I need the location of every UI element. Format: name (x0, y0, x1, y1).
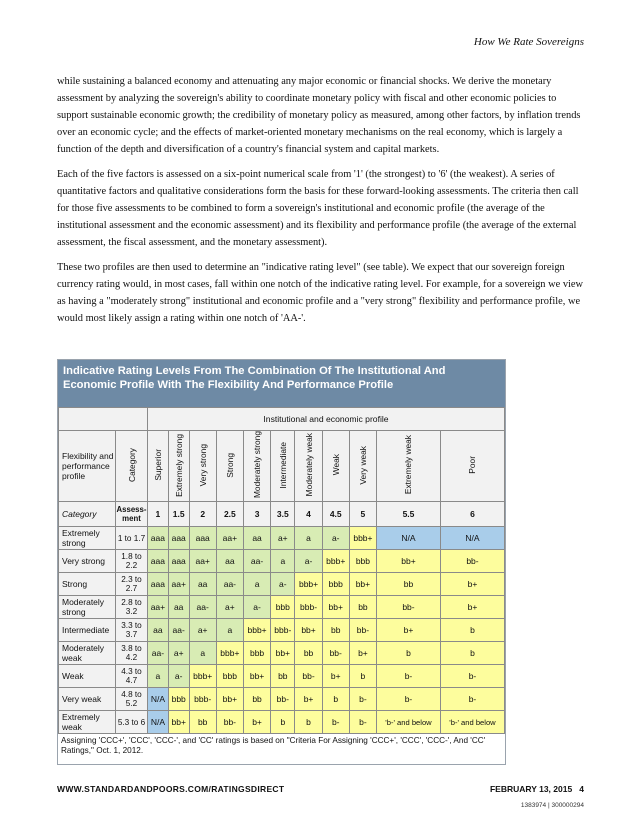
rating-cell: a+ (271, 527, 295, 550)
rating-cell: b+ (322, 665, 349, 688)
rating-cell: a- (243, 596, 270, 619)
category-cell: Category (59, 502, 116, 527)
rating-cell: aaa (189, 527, 216, 550)
column-header-label: Extremely weak (403, 435, 414, 495)
rating-table (57, 359, 506, 765)
rating-cell: bb (377, 573, 441, 596)
rating-cell: b+ (349, 642, 376, 665)
rating-cell: bb (322, 619, 349, 642)
column-header (168, 431, 189, 502)
rating-cell: aaa (148, 527, 169, 550)
table-title: Indicative Rating Levels From The Combination Of The Institutional And Economic Profile With The Flexibility And Performance Profile (58, 360, 505, 407)
table-row (59, 688, 505, 711)
rating-cell: b- (440, 688, 504, 711)
column-header-label: Weak (330, 454, 341, 476)
rating-cell: bbb (322, 573, 349, 596)
rating-cell: bb- (271, 688, 295, 711)
rating-cell: a (148, 665, 169, 688)
rating-cell: bb- (440, 550, 504, 573)
category-cell: 4.5 (322, 502, 349, 527)
rating-cell: a- (271, 573, 295, 596)
column-header (295, 431, 322, 502)
rating-cell: aa+ (148, 596, 169, 619)
paragraph: Each of the five factors is assessed on a six-point numerical scale from '1' (the strongest) to '6' (the weakest). A series of quantitative factors and qualitative considerations form the basis for these forward-looking assessments. The criteria then call for those five assessments to be combined to form a sovereign's institutional and economic profile (the average of the institutional assessment and the economic assessment) and its flexibility and performance profile (the average of the external assessment, the fiscal assessment, and the monetary assessment). (57, 169, 579, 248)
rating-cell: bb (295, 642, 322, 665)
row-label: Moderately strong (59, 596, 116, 619)
footer-url: WWW.STANDARDANDPOORS.COM/RATINGSDIRECT (57, 784, 285, 794)
category-cell: 2.5 (216, 502, 243, 527)
column-header-label: Strong (224, 452, 235, 478)
rating-cell: b- (440, 665, 504, 688)
category-cell: 5.5 (377, 502, 441, 527)
category-cell: Assess-ment (116, 502, 148, 527)
rating-cell: bbb+ (243, 619, 270, 642)
rating-cell: aa (216, 550, 243, 573)
rating-cell: bb+ (295, 619, 322, 642)
rating-cell: bbb+ (216, 642, 243, 665)
rating-cell: bb (349, 596, 376, 619)
rating-cell: bb- (295, 665, 322, 688)
column-header (377, 431, 441, 502)
rating-cell: b- (377, 688, 441, 711)
rating-cell: b+ (440, 573, 504, 596)
rating-cell: b- (322, 711, 349, 734)
rating-cell: a+ (189, 619, 216, 642)
rating-cell: bb- (377, 596, 441, 619)
rating-cell: a (271, 550, 295, 573)
rating-cell: N/A (148, 711, 169, 734)
rating-cell: b (377, 642, 441, 665)
rating-cell: a- (295, 550, 322, 573)
column-header-label: Poor (467, 456, 478, 474)
rating-cell: aa+ (216, 527, 243, 550)
rating-cell: aaa (148, 573, 169, 596)
rating-cell: b (440, 619, 504, 642)
rating-cell: aa- (216, 573, 243, 596)
row-label: Very strong (59, 550, 116, 573)
rating-cell: bb+ (349, 573, 376, 596)
row-range: 3.3 to 3.7 (116, 619, 148, 642)
rating-cell: bbb- (295, 596, 322, 619)
rating-cell: aa- (243, 550, 270, 573)
rating-cell: bb+ (271, 642, 295, 665)
rating-cell: a+ (168, 642, 189, 665)
rating-cell: b (322, 688, 349, 711)
rating-cell: bbb- (271, 619, 295, 642)
row-label: Extremely weak (59, 711, 116, 734)
row-range: 2.8 to 3.2 (116, 596, 148, 619)
column-header (349, 431, 376, 502)
rating-cell: aaa (168, 550, 189, 573)
rating-cell: aaa (148, 550, 169, 573)
rating-cell: 'b-' and below (377, 711, 441, 734)
rating-cell: aa (148, 619, 169, 642)
category-row (59, 502, 505, 527)
table-row (59, 596, 505, 619)
rating-cell: aa (189, 573, 216, 596)
column-header (440, 431, 504, 502)
row-range: 1 to 1.7 (116, 527, 148, 550)
rating-cell: bbb (349, 550, 376, 573)
row-label: Intermediate (59, 619, 116, 642)
rating-cell: a (189, 642, 216, 665)
rating-cell: a+ (216, 596, 243, 619)
category-cell: 3 (243, 502, 270, 527)
row-range: 3.8 to 4.2 (116, 642, 148, 665)
rating-cell: bbb- (189, 688, 216, 711)
rating-cell: bbb (243, 642, 270, 665)
category-cell: 1.5 (168, 502, 189, 527)
table-row (59, 642, 505, 665)
rating-cell: N/A (440, 527, 504, 550)
rating-cell: bbb+ (349, 527, 376, 550)
rating-cell: bbb (168, 688, 189, 711)
rating-cell: a- (168, 665, 189, 688)
rating-cell: aa- (189, 596, 216, 619)
rating-cell: b+ (440, 596, 504, 619)
column-header (148, 431, 169, 502)
category-cell: 4 (295, 502, 322, 527)
rating-cell: a (295, 527, 322, 550)
row-label: Strong (59, 573, 116, 596)
table-body (59, 527, 505, 734)
row-range: 1.8 to 2.2 (116, 550, 148, 573)
rating-cell: bb+ (243, 665, 270, 688)
rating-cell: bb+ (377, 550, 441, 573)
column-header-label: Intermediate (277, 441, 288, 489)
row-label: Very weak (59, 688, 116, 711)
rating-cell: b- (349, 711, 376, 734)
rating-cell: N/A (377, 527, 441, 550)
rating-cell: aa- (148, 642, 169, 665)
rating-cell: b+ (243, 711, 270, 734)
table-row (59, 619, 505, 642)
table-row (59, 573, 505, 596)
column-header-label: Moderately weak (303, 433, 314, 497)
row-range: 5.3 to 6 (116, 711, 148, 734)
row-label: Weak (59, 665, 116, 688)
column-header-label: Category (126, 448, 137, 482)
table-row (59, 665, 505, 688)
category-cell: 5 (349, 502, 376, 527)
rating-cell: a (243, 573, 270, 596)
column-header (216, 431, 243, 502)
category-cell: 2 (189, 502, 216, 527)
rating-cell: bbb (216, 665, 243, 688)
rating-cell: N/A (148, 688, 169, 711)
rating-cell: a (216, 619, 243, 642)
rating-cell: a- (322, 527, 349, 550)
column-header-row (59, 431, 505, 502)
table-row (59, 527, 505, 550)
table-row (59, 711, 505, 734)
rating-cell: b+ (295, 688, 322, 711)
rating-cell: aa+ (168, 573, 189, 596)
running-head-title: How We Rate Sovereigns (473, 36, 584, 48)
row-range: 4.3 to 4.7 (116, 665, 148, 688)
column-header (322, 431, 349, 502)
rating-cell: aa- (168, 619, 189, 642)
blank-header-cell (59, 408, 148, 431)
rating-cell: bb (189, 711, 216, 734)
rating-cell: aa (243, 527, 270, 550)
column-header-label: Superior (152, 449, 163, 481)
rating-cell: bbb (271, 596, 295, 619)
column-header-label: Very weak (357, 445, 368, 485)
footer-doc-id: 1383974 | 300000294 (520, 802, 584, 809)
category-cell: 6 (440, 502, 504, 527)
rating-cell: 'b-' and below (440, 711, 504, 734)
rating-cell: bb+ (168, 711, 189, 734)
rating-cell: bb+ (322, 596, 349, 619)
rating-grid (58, 407, 505, 734)
row-range: 4.8 to 5.2 (116, 688, 148, 711)
rating-cell: b (295, 711, 322, 734)
column-header (271, 431, 295, 502)
rating-cell: b (271, 711, 295, 734)
row-label: Extremely strong (59, 527, 116, 550)
rating-cell: bb- (216, 711, 243, 734)
rating-cell: aaa (168, 527, 189, 550)
category-cell: 3.5 (271, 502, 295, 527)
table-footnote: Assigning 'CCC+', 'CCC', 'CCC-', and 'CC' ratings is based on "Criteria For Assigning 'CCC+', 'CCC', 'CCC-', And 'CC' Ratings," Oct. 1, 2012. (61, 736, 486, 755)
rating-cell: b+ (377, 619, 441, 642)
paragraph: These two profiles are then used to determine an "indicative rating level" (see table). We expect that our sovereign foreign currency rating would, in most cases, fall within one notch of the indicative rating level. For example, for a sovereign we view as having a "moderately strong" institutional and economic profile and a "very strong" flexibility and performance profile, we would most likely assign a rating within one notch of 'AA-'. (57, 262, 584, 324)
rating-cell: b (349, 665, 376, 688)
row-range: 2.3 to 2.7 (116, 573, 148, 596)
column-header (243, 431, 270, 502)
rating-cell: b (440, 642, 504, 665)
column-header-label: Moderately strong (252, 431, 263, 499)
rating-cell: bbb+ (295, 573, 322, 596)
rating-cell: bb+ (216, 688, 243, 711)
rating-cell: aa+ (189, 550, 216, 573)
rating-cell: bb- (349, 619, 376, 642)
rating-cell: bbb+ (322, 550, 349, 573)
column-header (116, 431, 148, 502)
row-label: Moderately weak (59, 642, 116, 665)
rating-cell: bb- (322, 642, 349, 665)
rating-cell: bb (271, 665, 295, 688)
rating-cell: b- (349, 688, 376, 711)
institutional-profile-header: Institutional and economic profile (148, 408, 505, 431)
paragraph: while sustaining a balanced economy and attenuating any major economic or financial shocks. We derive the monetary assessment by analyzing the sovereign's ability to coordinate monetary policy with fiscal and other economic policies to support sustainable economic growth; the credibility of monetary policy as measured, among other factors, by inflation trends over an economic cycle; and the effects of market-oriented monetary mechanisms on the real economy, which is largely a function of the depth and diversification of a country's financial system and capital markets. (57, 76, 581, 155)
category-cell: 1 (148, 502, 169, 527)
row-header-label: Flexibility and performance profile (59, 431, 116, 502)
rating-cell: b- (377, 665, 441, 688)
column-header-label: Very strong (197, 443, 208, 487)
rating-cell: bb (243, 688, 270, 711)
rating-cell: aa (168, 596, 189, 619)
column-header-label: Extremely strong (173, 433, 184, 497)
footer-date-page: FEBRUARY 13, 2015 4 (489, 784, 584, 794)
table-row (59, 550, 505, 573)
body-text (57, 73, 584, 335)
rating-cell: bbb+ (189, 665, 216, 688)
column-header (189, 431, 216, 502)
